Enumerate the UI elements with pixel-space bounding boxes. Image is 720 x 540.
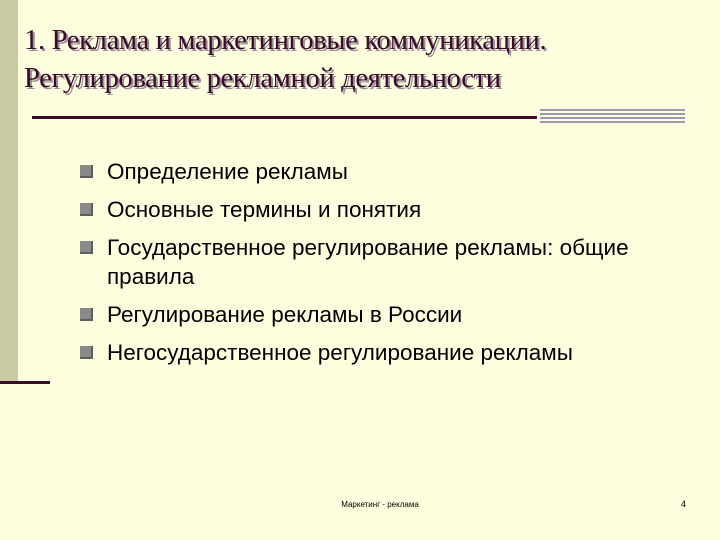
bullet-item xyxy=(80,233,690,291)
bullet-item xyxy=(80,300,690,329)
bullet-item xyxy=(80,338,690,367)
square-bullet-icon xyxy=(80,203,93,216)
footer-text: Маркетинг - реклама xyxy=(341,500,419,509)
bullet-text: Негосударственное регулирование рекламы xyxy=(107,340,573,365)
square-bullet-icon xyxy=(80,165,93,178)
bullet-list xyxy=(80,157,690,376)
page-number: 4 xyxy=(680,499,686,509)
square-bullet-icon xyxy=(80,308,93,321)
title-underline xyxy=(32,116,537,119)
bullet-text: Регулирование рекламы в России xyxy=(107,302,463,327)
bullet-item xyxy=(80,195,690,224)
bullet-text: Определение рекламы xyxy=(107,159,348,184)
bullet-text: Основные термины и понятия xyxy=(107,197,422,222)
title-underline-stripes xyxy=(540,109,685,123)
left-decor-bar xyxy=(0,0,18,381)
square-bullet-icon xyxy=(80,241,93,254)
title-line-1: 1. Реклама и маркетинговые коммуникации. xyxy=(24,25,547,56)
bullet-text: Государственное регулирование рекламы: общие правила xyxy=(107,235,629,289)
slide-title xyxy=(24,22,684,98)
title-line-2: Регулирование рекламной деятельности xyxy=(24,63,501,94)
bullet-item xyxy=(80,157,690,186)
left-decor-line xyxy=(0,381,50,384)
square-bullet-icon xyxy=(80,346,93,359)
